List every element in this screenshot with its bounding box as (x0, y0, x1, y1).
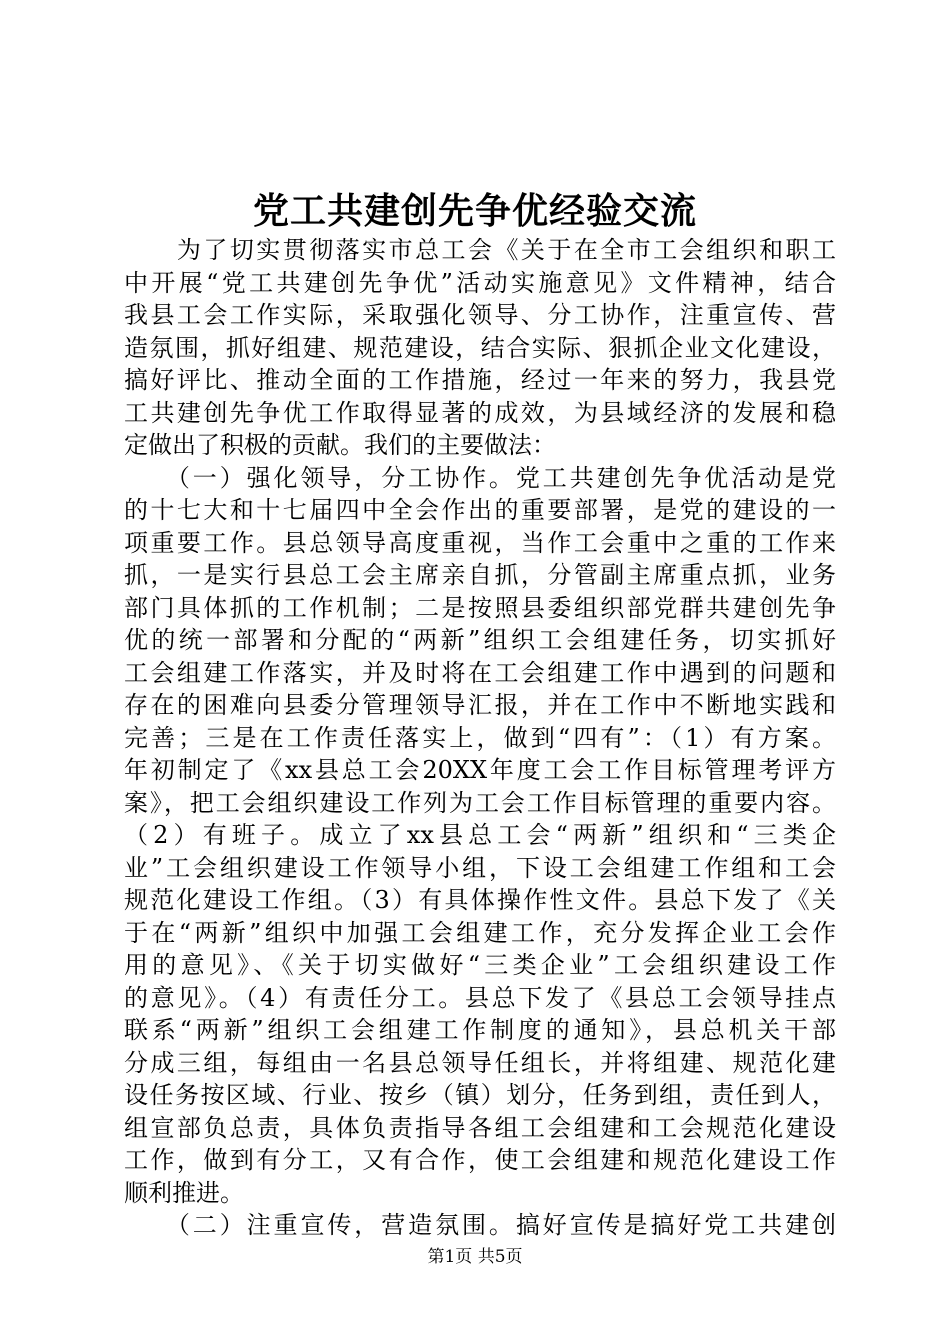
body-line: （一）强化领导，分工协作。党工共建创先争优活动是党 (124, 463, 836, 492)
body-line: 案》，把工会组织建设工作列为工会工作目标管理的重要内容。 (124, 788, 836, 817)
body-line: 业”工会组织建设工作领导小组，下设工会组建工作组和工会 (124, 853, 836, 882)
document-title: 党工共建创先争优经验交流 (252, 190, 697, 232)
body-line: 的十七大和十七届四中全会作出的重要部署，是党的建设的一 (124, 496, 836, 524)
body-line: （2）有班子。成立了xx县总工会“两新”组织和“三类企 (124, 821, 836, 849)
body-line: 存在的困难向县委分管理领导汇报，并在工作中不断地实践和 (124, 691, 836, 719)
body-line: 部门具体抓的工作机制；二是按照县委组织部党群共建创先争 (124, 593, 836, 622)
body-line: 于在“两新”组织中加强工会组建工作，充分发挥企业工会作 (124, 918, 836, 947)
body-line: 优的统一部署和分配的“两新”组织工会组建任务，切实抓好 (124, 626, 836, 654)
body-line: 抓，一是实行县总工会主席亲自抓，分管副主席重点抓，业务 (124, 561, 836, 589)
body-line: 造氛围，抓好组建、规范建设，结合实际、狠抓企业文化建设， (124, 333, 836, 362)
body-line: 规范化建设工作组。（3）有具体操作性文件。县总下发了《关 (124, 886, 836, 914)
body-line: 工作，做到有分工，又有合作，使工会组建和规范化建设工作 (124, 1146, 836, 1174)
body-line: 工会组建工作落实，并及时将在工会组建工作中遇到的问题和 (124, 658, 836, 687)
body-line: 项重要工作。县总领导高度重视，当作工会重中之重的工作来 (124, 528, 836, 557)
body-line: 完善；三是在工作责任落实上，做到“四有”：（1）有方案。 (124, 723, 836, 752)
body-line: 年初制定了《xx县总工会20XX年度工会工作目标管理考评方 (124, 756, 836, 784)
body-line: 设任务按区域、行业、按乡（镇）划分，任务到组，责任到人， (124, 1081, 836, 1109)
body-line: 的意见》。（4）有责任分工。县总下发了《县总工会领导挂点 (124, 983, 836, 1012)
body-line: 分成三组，每组由一名县总领导任组长，并将组建、规范化建 (124, 1048, 836, 1077)
body-line: 我县工会工作实际，采取强化领导、分工协作，注重宣传、营 (124, 301, 836, 329)
body-line: 定做出了积极的贡献。我们的主要做法： (124, 431, 556, 459)
body-line: 为了切实贯彻落实市总工会《关于在全市工会组织和职工 (124, 236, 836, 264)
body-line: 组宣部负总责，具体负责指导各组工会组建和工会规范化建设 (124, 1113, 836, 1142)
document-body (124, 234, 836, 1242)
page-footer: 第1页 共5页 (427, 1247, 523, 1267)
body-line: 工共建创先争优工作取得显著的成效，为县域经济的发展和稳 (124, 398, 836, 427)
body-line: （二）注重宣传，营造氛围。搞好宣传是搞好党工共建创 (124, 1211, 836, 1239)
body-line: 中开展“党工共建创先争优”活动实施意见》文件精神，结合 (124, 268, 836, 297)
body-line: 联系“两新”组织工会组建工作制度的通知》，县总机关干部 (124, 1016, 836, 1044)
body-line: 搞好评比、推动全面的工作措施，经过一年来的努力，我县党 (124, 366, 836, 394)
body-line: 顺利推进。 (124, 1178, 244, 1207)
body-line: 用的意见》、《关于切实做好“三类企业”工会组织建设工作 (124, 951, 836, 979)
